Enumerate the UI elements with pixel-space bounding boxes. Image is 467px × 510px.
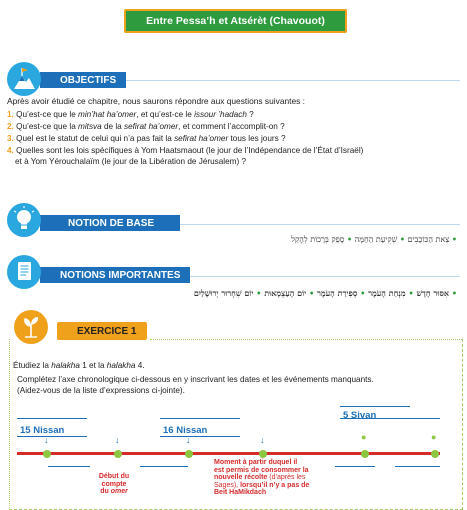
notions-importantes-header — [40, 267, 190, 283]
pin-icon: ● — [361, 432, 367, 442]
objectifs-title: OBJECTIFS — [60, 74, 117, 86]
timeline-point — [43, 450, 51, 458]
date-16-nissan: 16 Nissan — [163, 425, 208, 436]
answer-line — [48, 466, 90, 467]
lightbulb-icon — [7, 203, 41, 237]
note-debut-compte: Début du compte du omer — [98, 473, 130, 495]
timeline-point — [114, 450, 122, 458]
sprout-icon — [14, 310, 48, 344]
objectifs-header — [40, 72, 126, 88]
exercise-directions: Complétez l’axe chronologique ci-dessous en y inscrivant les dates et les événements manquants. (Aidez-vous de la liste d’expressions ci-jointe). — [17, 375, 374, 395]
answer-line — [340, 406, 410, 407]
date-15-nissan: 15 Nissan — [20, 425, 65, 436]
answer-line — [17, 436, 87, 437]
notion-de-base-title: NOTION DE BASE — [68, 217, 155, 229]
timeline-point — [431, 450, 439, 458]
base-terms-list: • צֵאת הַכּוֹכָבִים • שְׁקִיעַת הַחַמָּה • סָפֵק בְּרָכוֹת לְהָקֵל — [291, 234, 457, 244]
page-title-banner — [124, 9, 347, 33]
question-3: 3. Quel est le statut de celui qui n’a pas fait la sefirat ha’omer tous les jours ? — [7, 134, 286, 143]
date-5-sivan: 5 Sivan — [343, 410, 377, 421]
timeline-point — [185, 450, 193, 458]
timeline-point — [361, 450, 369, 458]
down-arrow-icon: ↓ — [115, 435, 120, 445]
pin-icon: ● — [431, 432, 437, 442]
exercise-header — [57, 322, 147, 340]
exercise-title: EXERCICE 1 — [77, 325, 137, 337]
exercise-frame-top — [150, 339, 462, 341]
notion-de-base-header — [40, 215, 180, 231]
notions-importantes-title: NOTIONS IMPORTANTES — [60, 269, 181, 281]
answer-line — [160, 436, 240, 437]
answer-line — [160, 418, 240, 419]
document-icon — [7, 255, 41, 289]
exercise-instruction: Étudiez la halakha 1 et la halakha 4. — [13, 361, 145, 370]
important-terms-list: • אִסּוּר חָדָשׁ • מִנְחַת הָעֹמֶר • סְפִירַת הָעֹמֶר • יוֹם הָעַצְמָאוּת • יוֹם שִׁחְרוּר יְרוּשָׁלַיִם — [193, 288, 457, 298]
question-1: 1. Qu’est-ce que le min’hat ha’omer, et qu’est-ce le issour ’hadach ? — [7, 110, 254, 119]
timeline-axis — [17, 452, 440, 455]
question-2: 2. Qu’est-ce que la mitsva de la sefirat ha’omer, et comment l’accomplit-on ? — [7, 122, 285, 131]
answer-line — [140, 466, 188, 467]
down-arrow-icon: ↓ — [260, 435, 265, 445]
question-4: 4. Quelles sont les lois spécifiques à Yom Haatsmaout (le jour de l’Indépendance de l’État d’Israël) et à Yom Yérouchalaïm (le jour de la Libération de Jérusalem) ? — [7, 146, 364, 166]
down-arrow-icon: ↓ — [186, 435, 191, 445]
page-title: Entre Pessa’h et Atsérèt (Chavouot) — [146, 15, 325, 27]
down-arrow-icon: ↓ — [44, 435, 49, 445]
mountain-flag-icon — [7, 62, 41, 96]
answer-line — [395, 466, 440, 467]
note-nouvelle-recolte: Moment à partir duquel il est permis de consommer la nouvelle récolte (d’après les Sages), lorsqu’il n’y a pas de Beit HaMikdach — [214, 459, 310, 496]
answer-line — [17, 418, 87, 419]
intro-text: Après avoir étudié ce chapitre, nous saurons répondre aux questions suivantes : — [7, 96, 305, 106]
timeline-point — [259, 450, 267, 458]
